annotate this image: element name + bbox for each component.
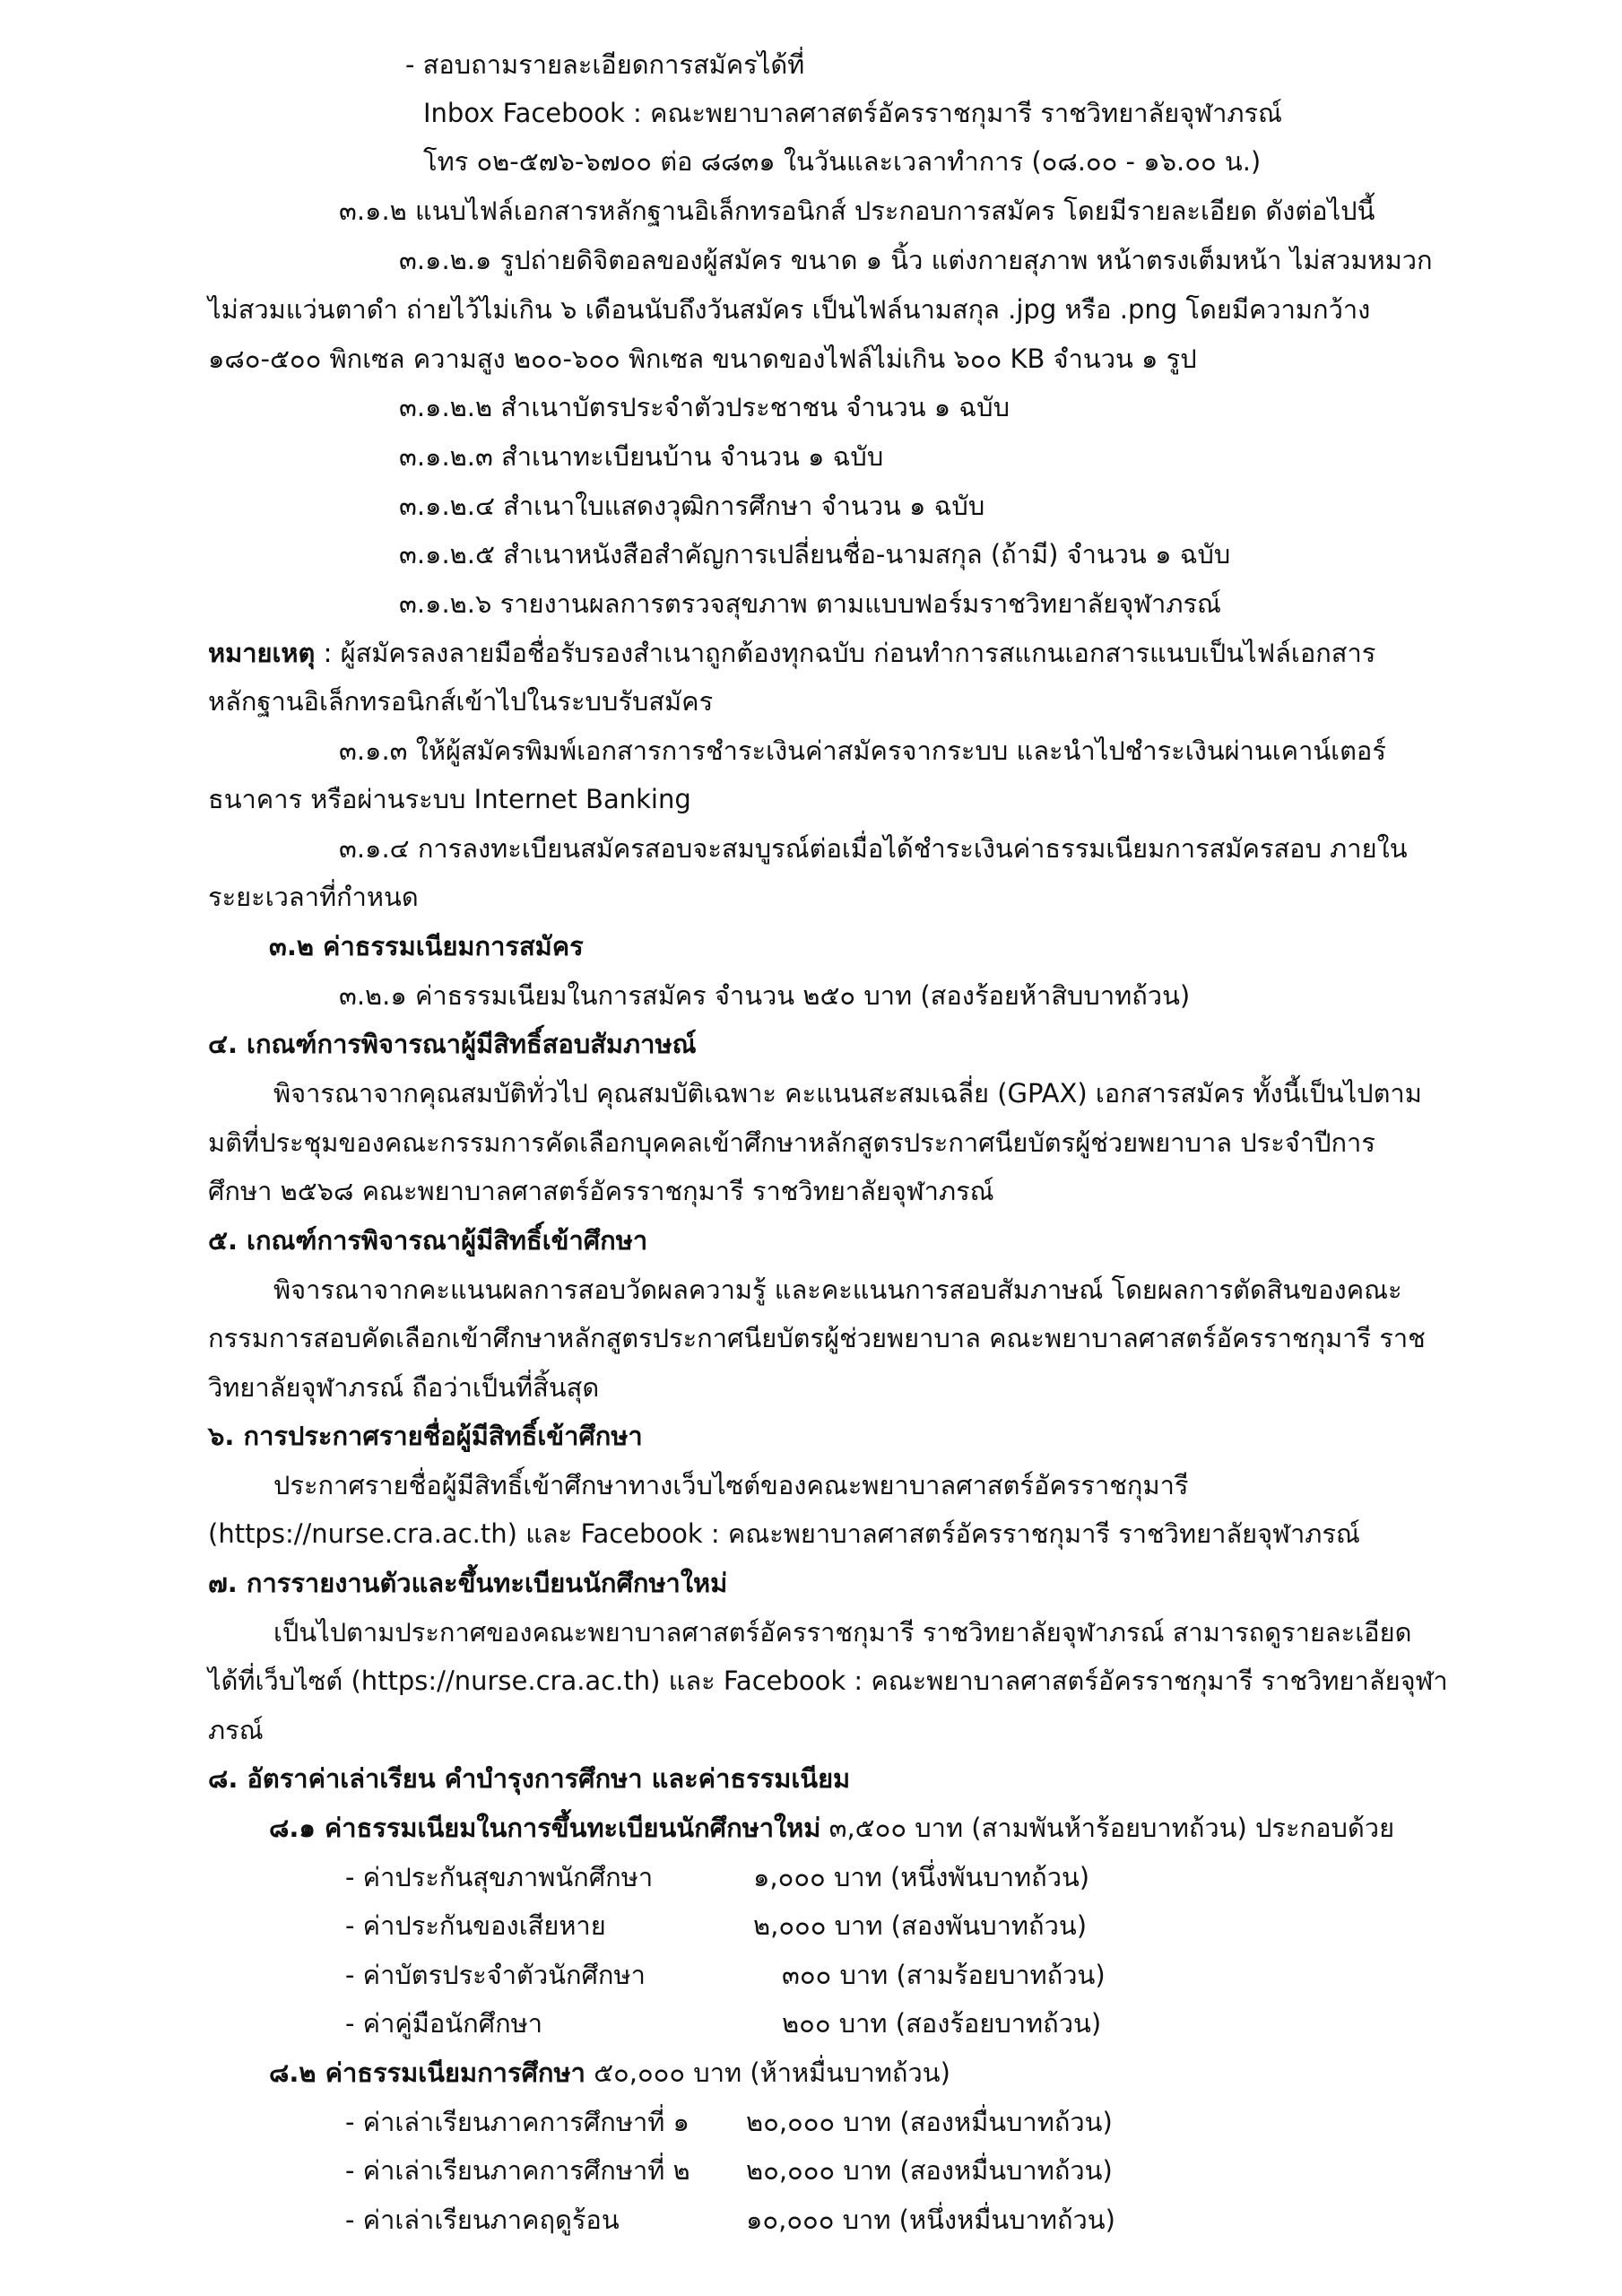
section-313-line-2: ธนาคาร หรือผ่านระบบ Internet Banking: [208, 784, 691, 814]
fee-82-label: - ค่าเล่าเรียนภาคฤดูร้อน: [345, 2205, 620, 2235]
section-32-heading: ๓.๒ ค่าธรรมเนียมการสมัคร: [269, 931, 584, 961]
item-3121-line-2: ไม่สวมแว่นตาดำ ถ่ายไว้ไม่เกิน ๖ เดือนนับถึงวันสมัคร เป็นไฟล์นามสกุล .jpg หรือ .png โดยมีความกว้าง: [208, 294, 1371, 325]
section-81-text: ๓,๕๐๐ บาท (สามพันห้าร้อยบาทถ้วน) ประกอบด้วย: [820, 1813, 1395, 1843]
section-82-line: [269, 2055, 950, 2091]
fee-82-label: - ค่าเล่าเรียนภาคการศึกษาที่ ๑: [345, 2107, 690, 2137]
section-5-line-2: กรรมการสอบคัดเลือกเข้าศึกษาหลักสูตรประกาศนียบัตรผู้ช่วยพยาบาล คณะพยาบาลศาสตร์อัครราชกุมารี ราช: [208, 1323, 1426, 1353]
fee-82-amount: ๒๐,๐๐๐ บาท (สองหมื่นบาทถ้วน): [746, 2107, 1113, 2137]
fee-81-amount: ๑,๐๐๐ บาท (หนึ่งพันบาทถ้วน): [753, 1862, 1090, 1892]
note-text: : ผู้สมัครลงลายมือชื่อรับรองสำเนาถูกต้องทุกฉบับ ก่อนทำการสแกนเอกสารแนบเป็นไฟล์เอกสาร: [315, 638, 1376, 668]
item-3122: ๓.๑.๒.๒ สำเนาบัตรประจำตัวประชาชน จำนวน ๑ ฉบับ: [399, 392, 1010, 422]
section-82-title: ๘.๒ ค่าธรรมเนียมการศึกษา: [269, 2057, 585, 2088]
section-7-line-3: ภรณ์: [208, 1715, 264, 1745]
section-4-line-2: มติที่ประชุมของคณะกรรมการคัดเลือกบุคคลเข้าศึกษาหลักสูตรประกาศนียบัตรผู้ช่วยพยาบาล ประจำปีการ: [208, 1127, 1375, 1158]
section-5-line-3: วิทยาลัยจุฬาภรณ์ ถือว่าเป็นที่สิ้นสุด: [208, 1372, 600, 1403]
item-3126: ๓.๑.๒.๖ รายงานผลการตรวจสุขภาพ ตามแบบฟอร์มราชวิทยาลัยจุฬาภรณ์: [399, 588, 1221, 619]
fee-81-label: - ค่าบัตรประจำตัวนักศึกษา: [345, 1960, 646, 1990]
section-82-text: ๕๐,๐๐๐ บาท (ห้าหมื่นบาทถ้วน): [585, 2057, 950, 2088]
contact-line-2: Inbox Facebook : คณะพยาบาลศาสตร์อัครราชกุมารี ราชวิทยาลัยจุฬาภรณ์: [423, 98, 1282, 128]
section-81-line: [269, 1810, 1394, 1846]
note-line-2: หลักฐานอิเล็กทรอนิกส์เข้าไปในระบบรับสมัคร: [208, 686, 714, 717]
contact-line-1: - สอบถามรายละเอียดการสมัครได้ที่: [405, 49, 805, 80]
fee-82-amount: ๑๐,๐๐๐ บาท (หนึ่งหมื่นบาทถ้วน): [746, 2205, 1115, 2235]
section-81-title: ๘.๑ ค่าธรรมเนียมในการขึ้นทะเบียนนักศึกษาใหม่: [269, 1813, 821, 1843]
section-4-heading: ๔. เกณฑ์การพิจารณาผู้มีสิทธิ์สอบสัมภาษณ์: [208, 1029, 697, 1059]
section-7-line-1: เป็นไปตามประกาศของคณะพยาบาลศาสตร์อัครราชกุมารี ราชวิทยาลัยจุฬาภรณ์ สามารถดูรายละเอียด: [273, 1617, 1412, 1648]
section-313-line-1: ๓.๑.๓ ให้ผู้สมัครพิมพ์เอกสารการชำระเงินค่าสมัครจากระบบ และนำไปชำระเงินผ่านเคาน์เตอร์: [339, 735, 1386, 766]
section-8-heading: ๘. อัตราค่าเล่าเรียน คำบำรุงการศึกษา และค่าธรรมเนียม: [208, 1763, 851, 1794]
section-5-line-1: พิจารณาจากคะแนนผลการสอบวัดผลความรู้ และคะแนนการสอบสัมภาษณ์ โดยผลการตัดสินของคณะ: [273, 1274, 1402, 1305]
fee-81-amount: ๒,๐๐๐ บาท (สองพันบาทถ้วน): [753, 1910, 1088, 1941]
item-3121-line-3: ๑๘๐-๕๐๐ พิกเซล ความสูง ๒๐๐-๖๐๐ พิกเซล ขนาดของไฟล์ไม่เกิน ๖๐๐ KB จำนวน ๑ รูป: [208, 344, 1197, 374]
fee-81-label: - ค่าคู่มือนักศึกษา: [345, 2008, 543, 2039]
section-6-line-2: (https://nurse.cra.ac.th) และ Facebook : คณะพยาบาลศาสตร์อัครราชกุมารี ราชวิทยาลัยจุฬาภรณ์: [208, 1518, 1360, 1549]
item-3123: ๓.๑.๒.๓ สำเนาทะเบียนบ้าน จำนวน ๑ ฉบับ: [399, 441, 884, 472]
fee-81-label: - ค่าประกันของเสียหาย: [345, 1910, 606, 1941]
section-7-line-2: ได้ที่เว็บไซต์ (https://nurse.cra.ac.th) และ Facebook : คณะพยาบาลศาสตร์อัครราชกุมารี ราชวิทยาลัยจุฬา: [208, 1665, 1448, 1696]
section-7-heading: ๗. การรายงานตัวและขึ้นทะเบียนนักศึกษาใหม่: [208, 1568, 728, 1598]
section-4-line-3: ศึกษา ๒๕๖๘ คณะพยาบาลศาสตร์อัครราชกุมารี ราชวิทยาลัยจุฬาภรณ์: [208, 1176, 994, 1206]
contact-line-3: โทร ๐๒-๕๗๖-๖๗๐๐ ต่อ ๘๘๓๑ ในวันและเวลาทำการ (๐๘.๐๐ - ๑๖.๐๐ น.): [423, 146, 1262, 177]
section-312-heading: ๓.๑.๒ แนบไฟล์เอกสารหลักฐานอิเล็กทรอนิกส์ ประกอบการสมัคร โดยมีรายละเอียด ดังต่อไปนี้: [339, 196, 1375, 226]
note-line-1: [208, 635, 1375, 671]
section-321: ๓.๒.๑ ค่าธรรมเนียมในการสมัคร จำนวน ๒๕๐ บาท (สองร้อยห้าสิบบาทถ้วน): [339, 980, 1191, 1011]
fee-81-amount: ๓๐๐ บาท (สามร้อยบาทถ้วน): [782, 1960, 1106, 1990]
fee-82-label: - ค่าเล่าเรียนภาคการศึกษาที่ ๒: [345, 2155, 690, 2186]
section-314-line-1: ๓.๑.๔ การลงทะเบียนสมัครสอบจะสมบูรณ์ต่อเมื่อได้ชำระเงินค่าธรรมเนียมการสมัครสอบ ภายใน: [339, 833, 1408, 864]
item-3121-line-1: ๓.๑.๒.๑ รูปถ่ายดิจิตอลของผู้สมัคร ขนาด ๑ นิ้ว แต่งกายสุภาพ หน้าตรงเต็มหน้า ไม่สวมหมวก: [399, 245, 1433, 275]
section-4-line-1: พิจารณาจากคุณสมบัติทั่วไป คุณสมบัติเฉพาะ คะแนนสะสมเฉลี่ย (GPAX) เอกสารสมัคร ทั้งนี้เป็นไปตาม: [273, 1078, 1422, 1109]
note-label: หมายเหตุ: [208, 638, 316, 668]
section-5-heading: ๕. เกณฑ์การพิจารณาผู้มีสิทธิ์เข้าศึกษา: [208, 1225, 648, 1256]
fee-82-amount: ๒๐,๐๐๐ บาท (สองหมื่นบาทถ้วน): [746, 2155, 1113, 2186]
fee-81-label: - ค่าประกันสุขภาพนักศึกษา: [345, 1862, 654, 1892]
item-3124: ๓.๑.๒.๔ สำเนาใบแสดงวุฒิการศึกษา จำนวน ๑ ฉบับ: [399, 491, 985, 521]
fee-81-amount: ๒๐๐ บาท (สองร้อยบาทถ้วน): [782, 2008, 1102, 2039]
item-3125: ๓.๑.๒.๕ สำเนาหนังสือสำคัญการเปลี่ยนชื่อ-นามสกุล (ถ้ามี) จำนวน ๑ ฉบับ: [399, 539, 1231, 570]
section-314-line-2: ระยะเวลาที่กำหนด: [208, 882, 419, 912]
section-6-line-1: ประกาศรายชื่อผู้มีสิทธิ์เข้าศึกษาทางเว็บไซต์ของคณะพยาบาลศาสตร์อัครราชกุมารี: [273, 1470, 1189, 1500]
section-6-heading: ๖. การประกาศรายชื่อผู้มีสิทธิ์เข้าศึกษา: [208, 1421, 643, 1451]
